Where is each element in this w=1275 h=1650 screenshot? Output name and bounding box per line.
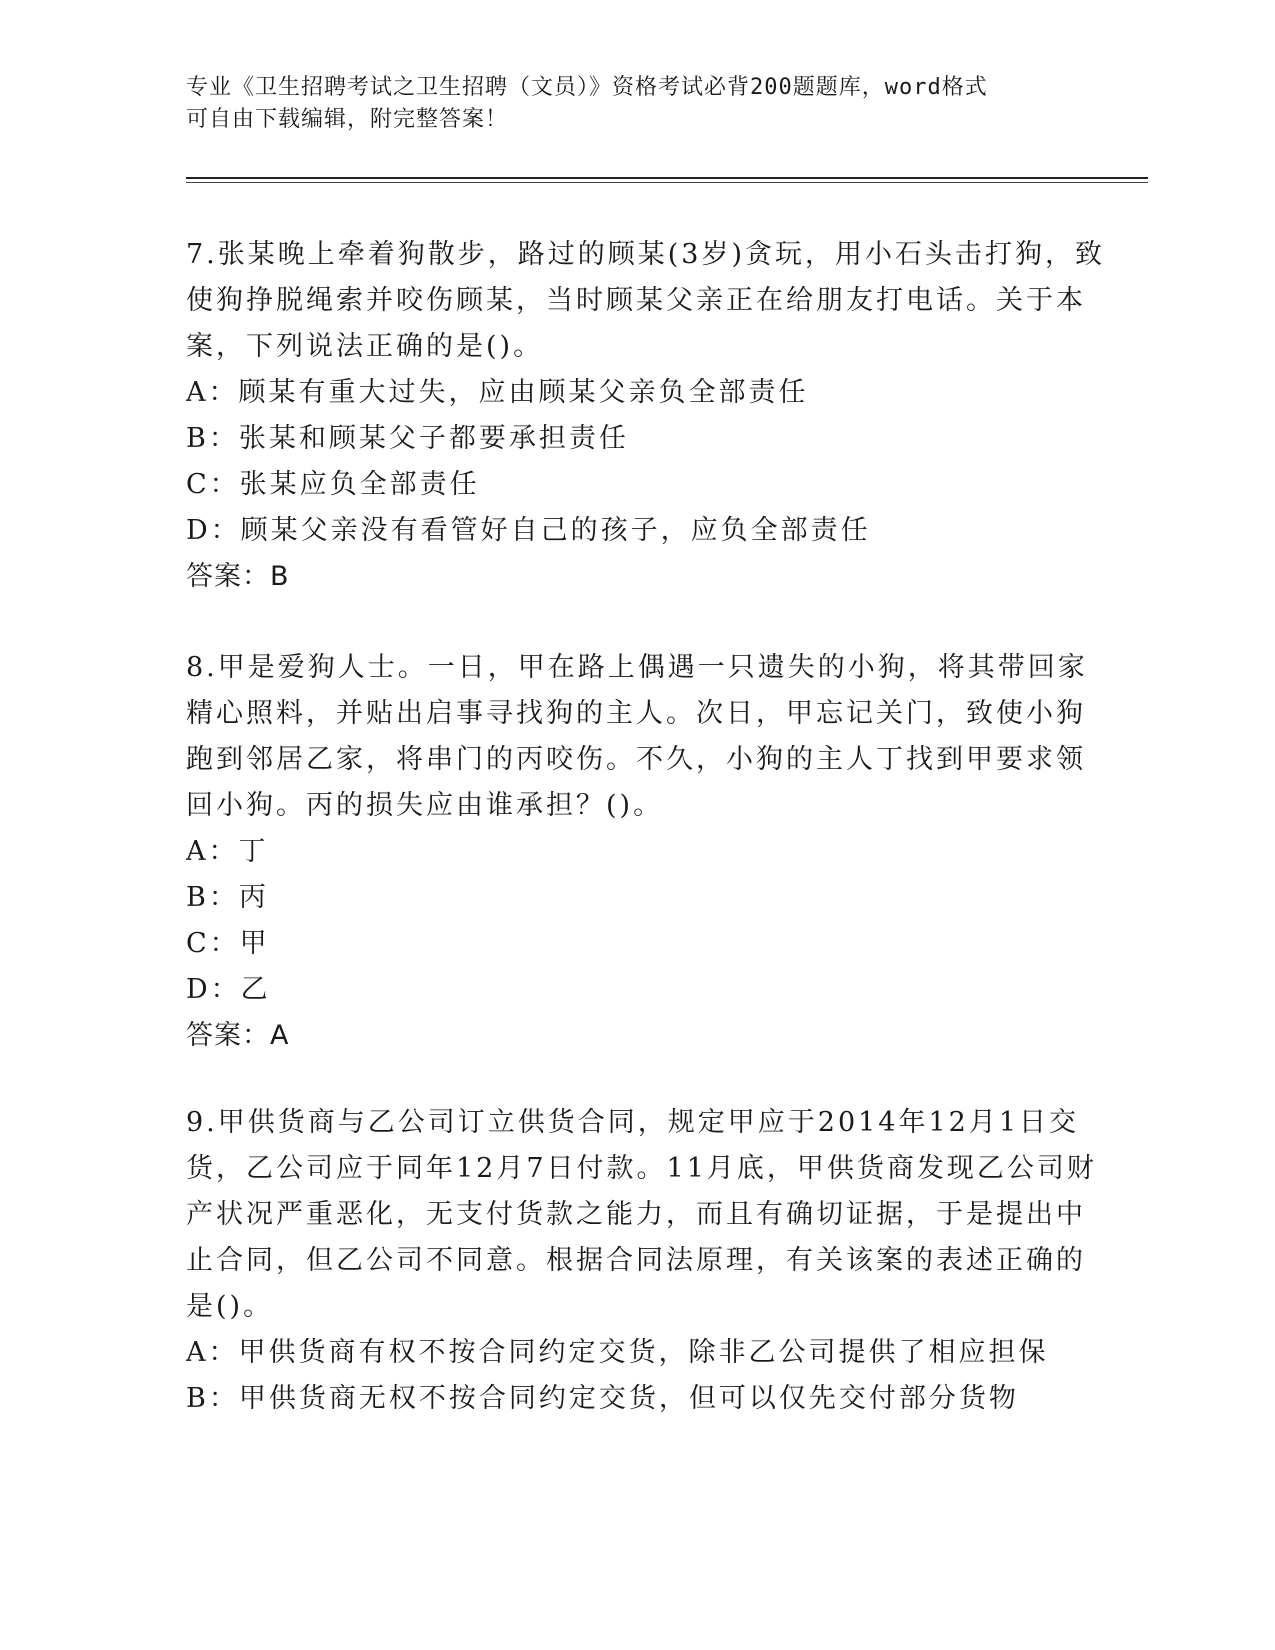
option-a: A：丁 (186, 836, 269, 867)
question-text-line: 回小狗。丙的损失应由谁承担？()。 (186, 790, 664, 821)
question-text-line: 产状况严重恶化，无支付货款之能力，而且有确切证据，于是提出中 (186, 1199, 1086, 1230)
header-divider-thick (186, 177, 1148, 179)
option-b: B：甲供货商无权不按合同约定交货，但可以仅先交付部分货物 (186, 1383, 1019, 1414)
question-text-line: 9.甲供货商与乙公司订立供货合同，规定甲应于2014年12月1日交 (186, 1107, 1080, 1138)
answer-label: 答案：B (186, 561, 290, 592)
answer-label: 答案：A (186, 1020, 290, 1051)
question-text-line: 是()。 (186, 1291, 274, 1322)
option-d: D：乙 (186, 974, 271, 1005)
option-c: C：张某应负全部责任 (186, 469, 480, 500)
question-text-line: 跑到邻居乙家，将串门的丙咬伤。不久，小狗的主人丁找到甲要求领 (186, 744, 1086, 775)
option-a: A：甲供货商有权不按合同约定交货，除非乙公司提供了相应担保 (186, 1337, 1049, 1368)
option-d: D：顾某父亲没有看管好自己的孩子，应负全部责任 (186, 515, 871, 546)
question-text-line: 止合同，但乙公司不同意。根据合同法原理，有关该案的表述正确的 (186, 1245, 1086, 1276)
header-divider-thin (186, 182, 1148, 183)
question-9 (186, 1100, 1097, 1422)
header-line-2: 可自由下载编辑，附完整答案！ (186, 107, 509, 132)
option-c: C：甲 (186, 928, 270, 959)
question-text-line: 使狗挣脱绳索并咬伤顾某，当时顾某父亲正在给朋友打电话。关于本 (186, 285, 1086, 316)
question-text-line: 8.甲是爱狗人士。一日，甲在路上偶遇一只遗失的小狗，将其带回家 (186, 652, 1088, 683)
question-text-line: 案，下列说法正确的是()。 (186, 331, 544, 362)
question-8 (186, 645, 1086, 1059)
option-b: B：张某和顾某父子都要承担责任 (186, 423, 629, 454)
question-text-line: 货，乙公司应于同年12月7日付款。11月底，甲供货商发现乙公司财 (186, 1153, 1097, 1184)
question-text-line: 7.张某晚上牵着狗散步，路过的顾某(3岁)贪玩，用小石头击打狗，致 (186, 239, 1106, 270)
question-text-line: 精心照料，并贴出启事寻找狗的主人。次日，甲忘记关门，致使小狗 (186, 698, 1086, 729)
question-7 (186, 232, 1106, 600)
option-a: A：顾某有重大过失，应由顾某父亲负全部责任 (186, 377, 809, 408)
header-line-1: 专业《卫生招聘考试之卫生招聘（文员）》资格考试必背200题题库，word格式 (186, 75, 988, 100)
option-b: B：丙 (186, 882, 269, 913)
document-header (186, 72, 1086, 136)
